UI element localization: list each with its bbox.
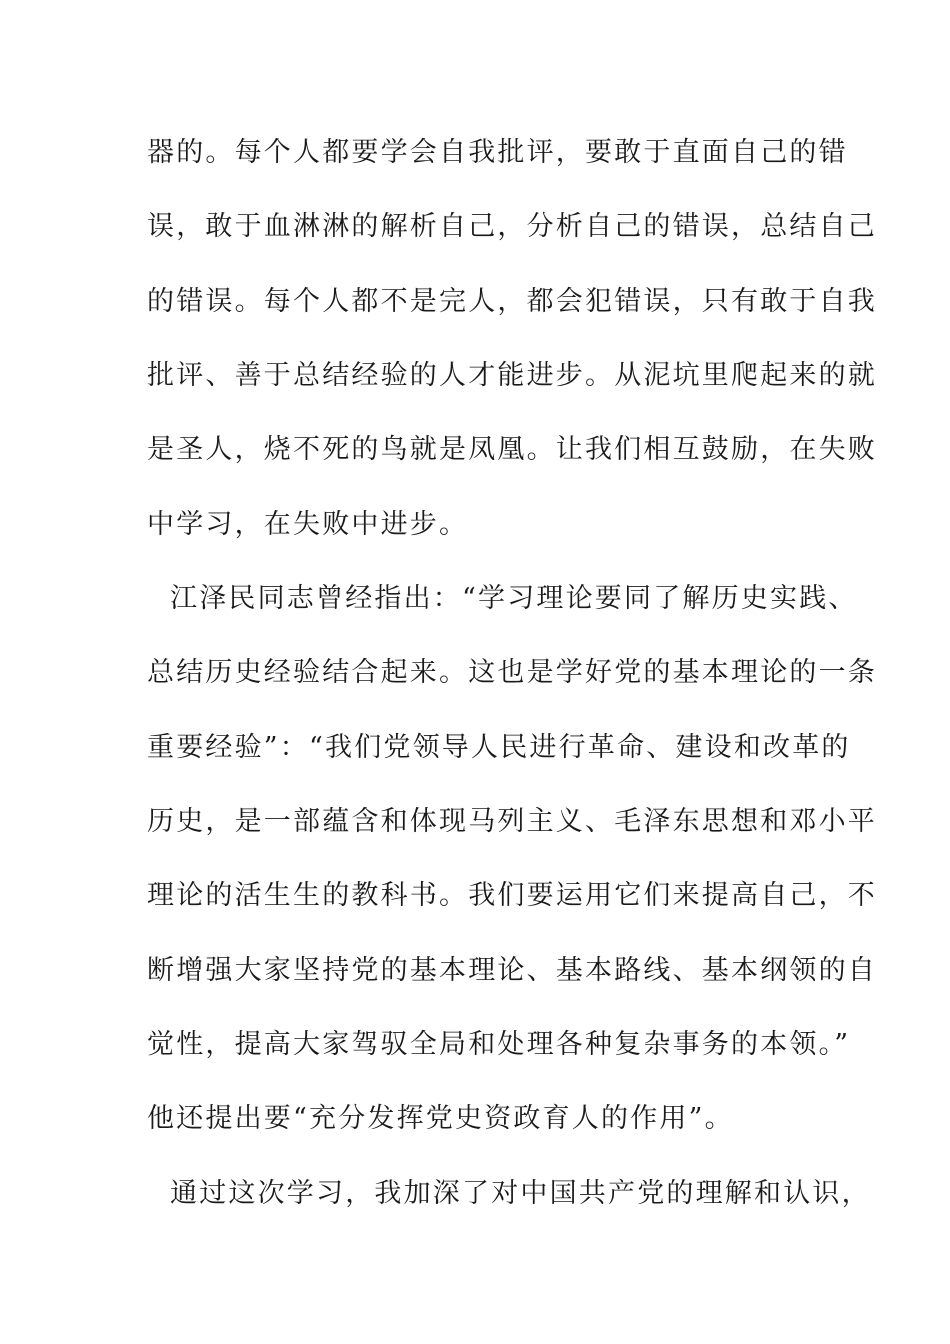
text-line: 的错误。每个人都不是完人，都会犯错误，只有敢于自我 [147,286,877,317]
text-line: 是圣人，烧不死的鸟就是凤凰。让我们相互鼓励，在失败 [147,434,877,465]
text-line: 误，敢于血淋淋的解析自己，分析自己的错误，总结自己 [147,211,877,242]
text-line: 断增强大家坚持党的基本理论、基本路线、基本纲领的自 [147,955,877,986]
text-line: 觉性，提高大家驾驭全局和处理各种复杂事务的本领。” [147,1029,851,1060]
text-line: 中学习，在失败中进步。 [147,509,469,540]
text-line: 器的。每个人都要学会自我批评，要敢于直面自己的错 [147,137,848,168]
paragraph-first-line: 通过这次学习，我加深了对中国共产党的理解和认识， [170,1178,871,1209]
text-line: 批评、善于总结经验的人才能进步。从泥坑里爬起来的就 [147,360,877,391]
text-line: 历史，是一部蕴含和体现马列主义、毛泽东思想和邓小平 [147,806,877,837]
text-line: 他还提出要“充分发挥党史资政育人的作用”。 [147,1103,734,1134]
paragraph-first-line: 江泽民同志曾经指出：“学习理论要同了解历史实践、 [170,583,858,614]
text-line: 理论的活生生的教科书。我们要运用它们来提高自己，不 [147,880,877,911]
text-line: 总结历史经验结合起来。这也是学好党的基本理论的一条 [147,657,877,688]
text-line: 重要经验”：“我们党领导人民进行革命、建设和改革的 [147,732,851,763]
